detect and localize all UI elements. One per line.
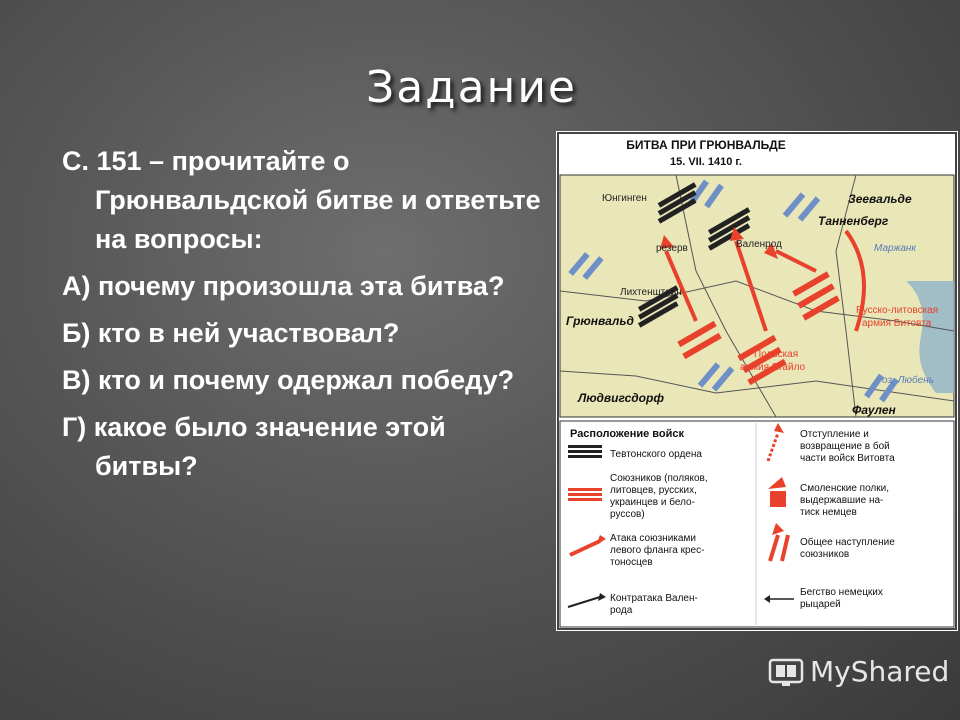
legend-attack-1: Атака союзниками <box>610 533 696 544</box>
label-lichtenstein: Лихтенштейн <box>620 287 682 298</box>
question-a: А) почему произошла эта битва? <box>62 271 505 301</box>
legend-counter-2: рода <box>610 605 633 616</box>
place-marzhank: Маржанк <box>874 243 917 254</box>
legend-counter-1: Контратака Вален- <box>610 593 698 604</box>
legend-flight-1: Бегство немецких <box>800 587 883 598</box>
place-grunwald: Грюнвальд <box>566 314 634 328</box>
label-polish-army-2: армия Ягайло <box>740 362 806 373</box>
legend-flight-2: рыцарей <box>800 599 841 610</box>
legend-retreat-1: Отступление и <box>800 429 869 440</box>
myshared-watermark <box>768 654 949 688</box>
watermark-text: MyShared <box>810 654 950 688</box>
legend-retreat-3: части войск Витовта <box>800 453 895 464</box>
legend-allies-symbol <box>568 488 602 501</box>
map-date: 15. VII. 1410 г. <box>670 156 742 168</box>
legend-smolensk-2: выдержавшие на- <box>800 495 884 506</box>
legend-allies-3: украинцев и бело- <box>610 497 695 508</box>
legend-allies-2: литовцев, русских, <box>610 485 697 496</box>
myshared-logo-icon <box>768 654 804 688</box>
place-zeevalde: Зеевальде <box>848 192 912 206</box>
map-legend <box>560 421 954 627</box>
legend-allies-1: Союзников (поляков, <box>610 473 708 484</box>
place-faulen: Фаулен <box>852 403 896 417</box>
task-text <box>62 142 542 494</box>
label-reserve: резерв <box>656 243 688 254</box>
legend-general-2: союзников <box>800 549 850 560</box>
legend-teutonic-symbol <box>568 445 602 458</box>
question-v: В) кто и почему одержал победу? <box>62 365 515 395</box>
label-valenrod: Валенрод <box>736 239 782 250</box>
label-polish-army-1: Польская <box>754 349 799 360</box>
task-intro: С. 151 – прочитайте о Грюнвальдской битве и ответьте на вопросы: <box>62 146 541 254</box>
legend-attack-3: тоносцев <box>610 557 653 568</box>
battle-map <box>556 131 958 631</box>
question-b: Б) кто в ней участвовал? <box>62 318 400 348</box>
map-title: БИТВА ПРИ ГРЮНВАЛЬДЕ <box>626 138 786 152</box>
legend-allies-4: руссов) <box>610 509 645 520</box>
legend-smolensk-3: тиск немцев <box>800 507 857 518</box>
legend-smolensk-1: Смоленские полки, <box>800 483 889 494</box>
label-russian-army-2: армия Витовта <box>862 318 932 329</box>
legend-general-1: Общее наступление <box>800 537 895 548</box>
place-lake: оз. Любень <box>882 375 934 386</box>
label-russian-army-1: Русско-литовская <box>856 305 939 316</box>
place-tannenberg: Танненберг <box>818 214 889 228</box>
question-g: Г) какое было значение этой битвы? <box>62 412 446 481</box>
slide-title: Задание <box>366 62 577 113</box>
label-jungingen: Юнгинген <box>602 193 647 204</box>
place-ludvigsdorf: Людвигсдорф <box>578 391 664 405</box>
legend-header: Расположение войск <box>570 428 685 440</box>
legend-teutonic: Тевтонского ордена <box>610 449 702 460</box>
legend-attack-2: левого фланга крес- <box>610 545 705 556</box>
legend-retreat-2: возвращение в бой <box>800 441 890 452</box>
